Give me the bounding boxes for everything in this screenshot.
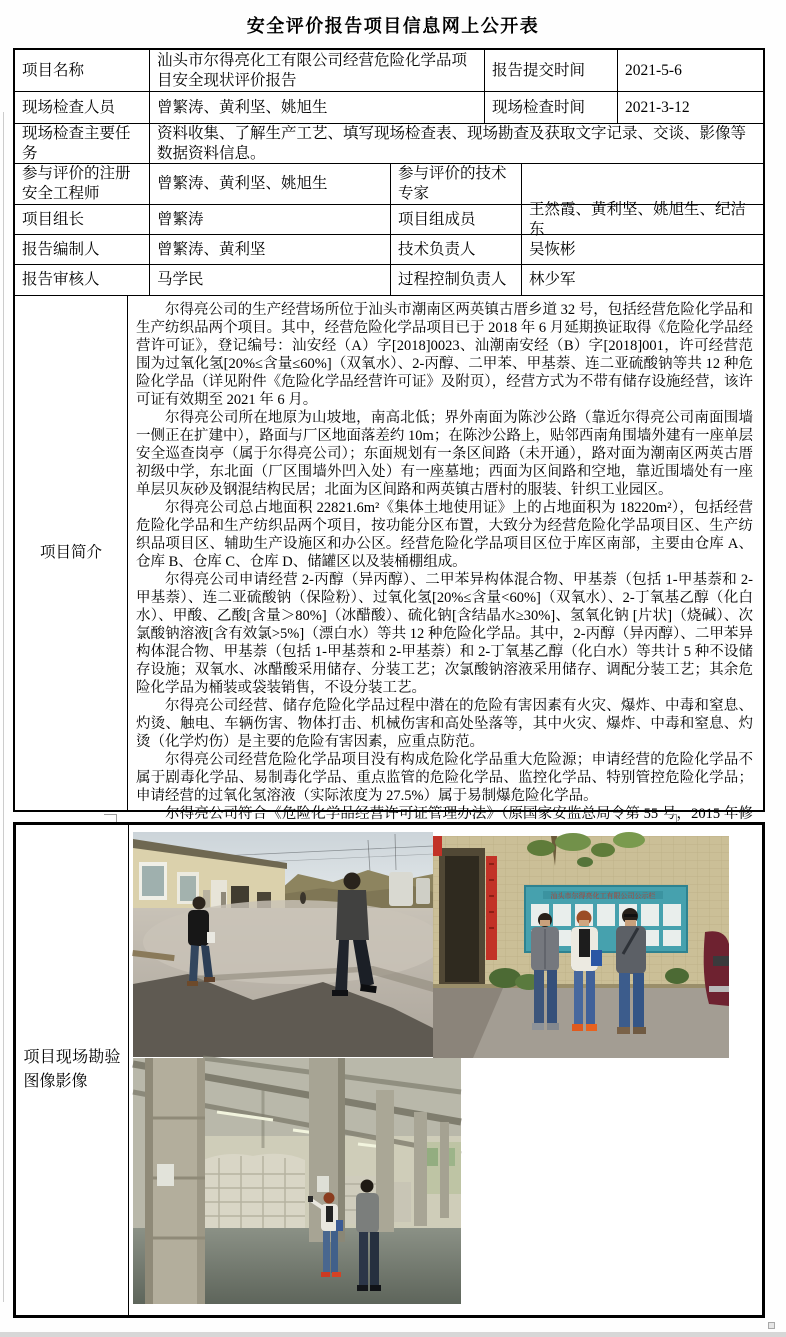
- inspect-time-label: 现场检查时间: [485, 92, 618, 123]
- summary-paragraph: 尔得亮公司申请经营 2-丙醇（异丙醇）、二甲苯异构体混合物、甲基萘（包括 1-甲基萘和 2-甲基萘）、连二亚硫酸钠（保险粉）、过氧化氢[20%≤含量<60%]（双氧水）、2-丁氧基乙醇（化白水）、甲酸、乙酸[含量＞80%]（冰醋酸）、硫化钠[含结晶水≥30%]、氢氧化钠 [片状]（烧碱）、次氯酸钠溶液[含有效氯>5%]（漂白水）等共 12 种危险化学品。其中，2-丙醇（异丙醇）、二甲苯异构体混合物、甲基萘（包括 1-甲基萘和 2-甲基萘）和 2-丁氧基乙醇（化白水）等共计 5 种不设储存设施；双氧水、冰醋酸采用储存、分装工艺；次氯酸钠溶液采用储存、调配分装工艺；其余危险化学品为桶装或袋装销售，不设分装工艺。: [136, 572, 753, 696]
- table-row: [15, 296, 763, 822]
- table-row: [15, 200, 763, 238]
- submit-time-value: 2021-5-6: [625, 61, 682, 79]
- project-summary-text: [128, 296, 763, 822]
- table-row: [15, 92, 763, 124]
- submit-time-label: 报告提交时间: [485, 50, 618, 91]
- svg-text:汕头市尔得亮化工有限公司公示栏: 汕头市尔得亮化工有限公司公示栏: [550, 892, 656, 900]
- report-author-label: 报告编制人: [15, 235, 150, 264]
- factory-yard-photo: [133, 832, 433, 1057]
- site-photos-table: [13, 822, 765, 1318]
- summary-paragraph: 尔得亮公司经营危险化学品项目没有构成危险化学品重大危险源；申请经营的危险化学品不属于剧毒化学品、易制毒化学品、重点监管的危险化学品、监控化学品、特别管控危险化学品；申请经营的过氧化氢溶液（实际浓度为 27.5%）属于易制爆危险化学品。: [136, 752, 753, 804]
- tasks-label: 现场检查主要任务: [15, 124, 150, 163]
- process-control-label: 过程控制负责人: [391, 265, 522, 295]
- process-control-value: 林少军: [529, 271, 576, 288]
- inspectors-label: 现场检查人员: [15, 92, 150, 123]
- summary-paragraph: 尔得亮公司经营、储存危险化学品过程中潜在的危险有害因素有火灾、爆炸、中毒和窒息、灼烫、触电、车辆伤害、物体打击、机械伤害和高处坠落等，其中火灾、爆炸、中毒和窒息、灼烫（化学灼伤）是主要的危险有害因素，应重点防范。: [136, 698, 753, 750]
- group-photo-graphic: [433, 836, 729, 1058]
- report-author-value: 曾繁涛、黄利坚: [150, 235, 391, 264]
- summary-paragraph: 尔得亮公司总占地面积 22821.6m²《集体土地使用证》上的占地面积为 18220m²），包括经营危险化学品和生产纺织品两个项目，按功能分区布置，大致分为经营危险化学品项目区、生产纺织品项目区、辅助生产设施区和办公区。经营危险化学品项目区位于库区南部，主要由仓库 A、仓库 B、仓库 C、仓库 D、储罐区以及装桶棚组成。: [136, 500, 753, 570]
- table-handle-artifact: [664, 814, 677, 822]
- registered-engineers-value: 曾繁涛、黄利坚、姚旭生: [150, 164, 391, 204]
- table-row: [15, 235, 763, 265]
- table-handle-artifact: [104, 814, 117, 822]
- registered-engineers-label: 参与评价的注册安全工程师: [15, 164, 150, 204]
- table-resize-handle: [768, 1322, 775, 1329]
- concrete-column-left: [145, 1058, 205, 1304]
- group-photo: [433, 836, 729, 1058]
- technical-experts-label: 参与评价的技术专家: [391, 164, 522, 204]
- table-row: [15, 265, 763, 296]
- summary-paragraph: 尔得亮公司的生产经营场所位于汕头市潮南区两英镇古厝乡道 32 号，包括经营危险化学品和生产纺织品两个项目。其中，经营危险化学品项目已于 2018 年 6 月延期换证取得《危险化学品经营许可证》，登记编号：汕安经（A）字[2018]0023、汕潮南安经（B）字[2018]001，许可经营范围为过氧化氢[20%≤含量≤60%]（双氧水）、2-丙醇、二甲苯、甲基萘、连二亚硫酸钠等共 12 种危险化学品（详见附件《危险化学品经营许可证》及附页），经营方式为不带有储存设施经营，该许可证有效期至 2021 年 6 月。: [136, 302, 753, 408]
- report-reviewer-value: 马学民: [150, 265, 391, 295]
- technical-experts-value: [522, 164, 763, 204]
- summary-paragraph: 尔得亮公司符合《危险化学品经营许可证管理办法》（原国家安监总局令第 55 号，2015 年修: [165, 806, 753, 822]
- page-bottom-edge: [0, 1332, 786, 1337]
- summary-paragraph: 尔得亮公司所在地原为山坡地，南高北低；界外南面为陈沙公路（靠近尔得亮公司南面围墙一侧正在扩建中），路面与厂区地面落差约 10m；在陈沙公路上，贴邻西南角围墙外建有一座单层安全巡查岗亭（属于尔得亮公司）；东面规划有一条区间路（未开通），路对面为潮南区两英古厝初级中学，东北面（厂区围墙外凹入处）有一座墓地；西面为区间路和空地，靠近围墙处有一座单层贝灰砂及钢混结构民居；北面为区间路和两英镇古厝村的服装、针织工业园区。: [136, 410, 753, 498]
- inspectors-value: 曾繁涛、黄利坚、姚旭生: [150, 92, 485, 123]
- warehouse-interior-photo: [133, 1058, 461, 1304]
- project-name-label: 项目名称: [15, 50, 150, 91]
- factory-yard-photo-graphic: [133, 832, 433, 1057]
- tech-lead-label: 技术负责人: [391, 235, 522, 264]
- team-members-label: 项目组成员: [391, 205, 522, 234]
- table-row: [16, 825, 762, 1315]
- motorbike: [704, 931, 729, 1006]
- project-name-value: 汕头市尔得亮化工有限公司经营危险化学品项目安全现状评价报告: [150, 50, 485, 91]
- team-leader-value: 曾繁涛: [150, 205, 391, 234]
- team-members-value: 王然霞、黄利坚、姚旭生、纪洁东: [529, 200, 747, 238]
- project-summary-label: 项目简介: [15, 296, 128, 810]
- inspect-time-value: 2021-3-12: [625, 98, 690, 116]
- table-row: [15, 124, 763, 164]
- team-leader-label: 项目组长: [15, 205, 150, 234]
- report-reviewer-label: 报告审核人: [15, 265, 150, 295]
- project-info-table: [13, 48, 765, 822]
- warehouse-photo-graphic: [133, 1058, 461, 1304]
- page-margin-line: [3, 112, 4, 1302]
- tech-lead-value: 吴恢彬: [529, 240, 576, 258]
- table-row: [15, 50, 763, 92]
- page-title: 安全评价报告项目信息网上公开表: [246, 16, 540, 36]
- tasks-value: 资料收集、了解生产工艺、填写现场检查表、现场勘查及获取文字记录、交谈、影像等数据资料信息。: [157, 124, 747, 162]
- site-photos-label: 项目现场勘验图像影像: [16, 825, 129, 1315]
- site-photos-area: [129, 825, 762, 1315]
